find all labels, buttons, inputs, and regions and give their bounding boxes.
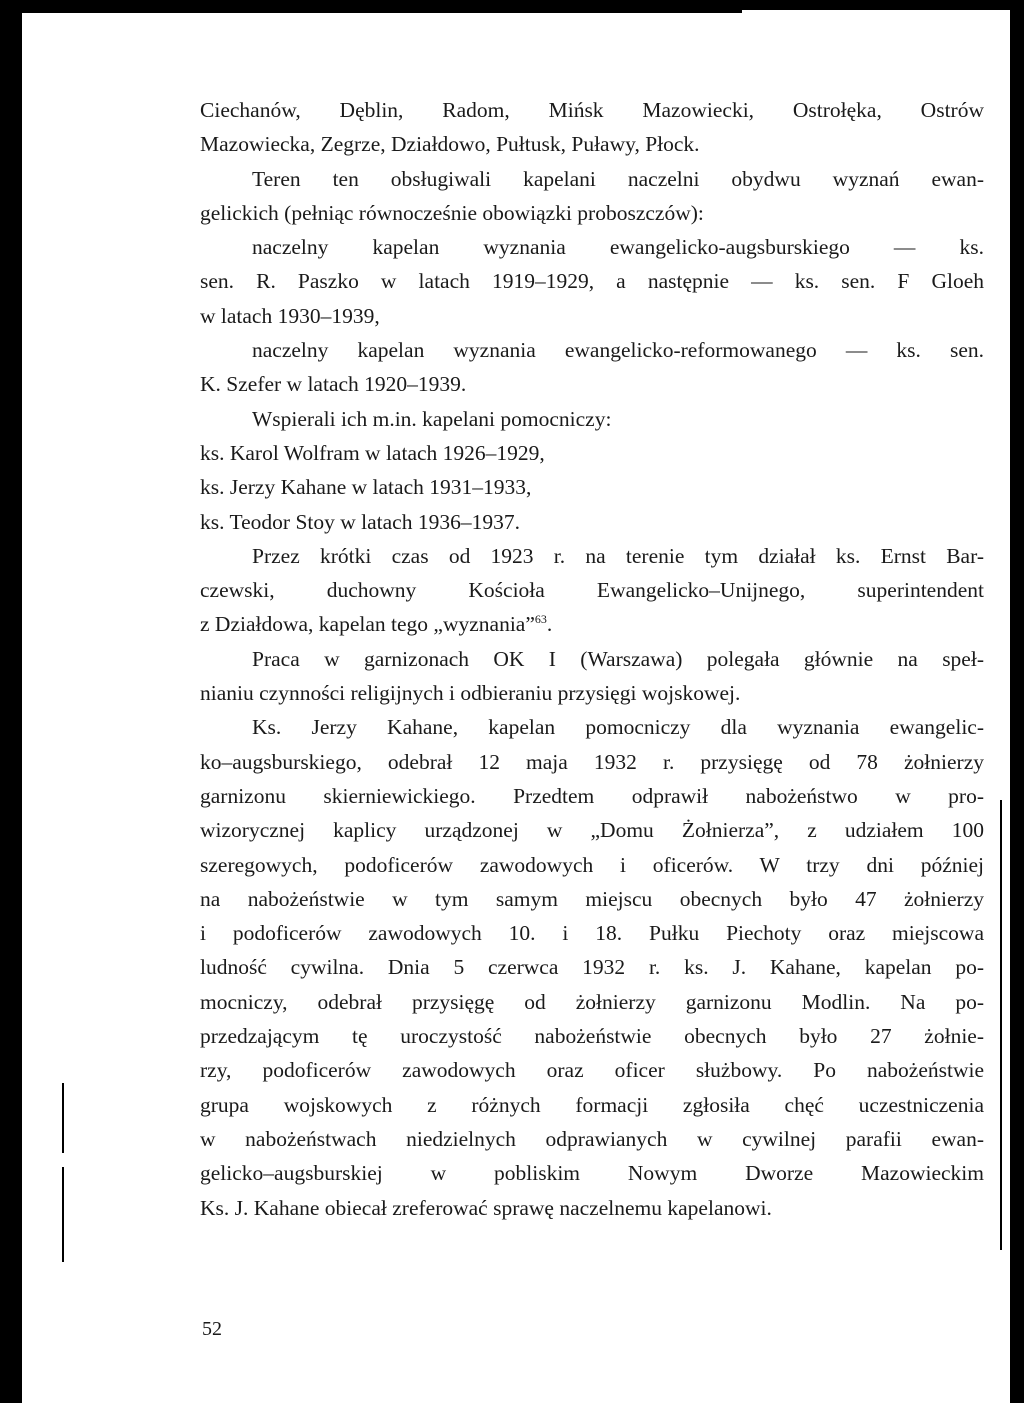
text-line: czewski, duchowny Kościoła Ewangelicko–Unijnego, superintendent [200, 578, 984, 603]
scan-top-edge [22, 10, 742, 13]
text-line: K. Szefer w latach 1920–1939. [200, 372, 467, 397]
margin-line [62, 1083, 64, 1153]
text-line: wizorycznej kaplicy urządzonej w „Domu Żołnierza”, z udziałem 100 [200, 818, 984, 843]
text-line: naczelny kapelan wyznania ewangelicko-augsburskiego — ks. [252, 235, 984, 260]
text-line: w latach 1930–1939, [200, 303, 380, 328]
text-line: na nabożeństwie w tym samym miejscu obecnych było 47 żołnierzy [200, 886, 984, 911]
text-line: Wspierali ich m.in. kapelani pomocniczy: [252, 406, 612, 431]
right-margin-line [1000, 800, 1002, 1250]
text-line: Przez krótki czas od 1923 r. na terenie tym działał ks. Ernst Bar- [252, 543, 984, 568]
text-line: Ks. J. Kahane obiecał zreferować sprawę naczelnemu kapelanowi. [200, 1195, 772, 1220]
text-line: rzy, podoficerów zawodowych oraz oficer służbowy. Po nabożeństwie [200, 1058, 984, 1083]
text-line: ko–augsburskiego, odebrał 12 maja 1932 r. przysięgę od 78 żołnierzy [200, 749, 984, 774]
page-number: 52 [202, 1318, 222, 1340]
text-line: przedzającym tę uroczystość nabożeństwie obecnych było 27 żołnie- [200, 1024, 984, 1049]
text-line: w nabożeństwach niedzielnych odprawianych w cywilnej parafii ewan- [200, 1126, 984, 1151]
text-line: gelickich (pełniąc równocześnie obowiązki proboszczów): [200, 200, 704, 225]
text-line: sen. R. Paszko w latach 1919–1929, a następnie — ks. sen. F Gloeh [200, 269, 984, 294]
text-line [200, 607, 984, 641]
text-line: mocniczy, odebrał przysięgę od żołnierzy garnizonu Modlin. Na po- [200, 989, 984, 1014]
text-line: garnizonu skierniewickiego. Przedtem odprawił nabożeństwo w pro- [200, 783, 984, 808]
text-line: ks. Karol Wolfram w latach 1926–1929, [200, 440, 545, 465]
text-line-content: z Działdowa, kapelan tego „wyznania” [200, 612, 535, 637]
footnote-ref: 63 [534, 612, 547, 627]
text-line: gelicko–augsburskiej w pobliskim Nowym Dworze Mazowieckim [200, 1161, 984, 1186]
text-line: Teren ten obsługiwali kapelani naczelni obydwu wyznań ewan- [252, 166, 984, 191]
text-line: Ks. Jerzy Kahane, kapelan pomocniczy dla wyznania ewangelic- [252, 715, 984, 740]
text-line: Mazowiecka, Zegrze, Działdowo, Pułtusk, Puławy, Płock. [200, 132, 700, 157]
body-text [200, 93, 984, 1225]
text-line: ludność cywilna. Dnia 5 czerwca 1932 r. ks. J. Kahane, kapelan po- [200, 955, 984, 980]
text-line: i podoficerów zawodowych 10. i 18. Pułku Piechoty oraz miejscowa [200, 921, 984, 946]
text-line: ks. Jerzy Kahane w latach 1931–1933, [200, 475, 532, 500]
text-line: szeregowych, podoficerów zawodowych i oficerów. W trzy dni później [200, 852, 984, 877]
text-line: naczelny kapelan wyznania ewangelicko-reformowanego — ks. sen. [252, 338, 984, 363]
text-line: Praca w garnizonach OK I (Warszawa) polegała głównie na speł- [252, 646, 984, 671]
margin-line [62, 1167, 64, 1262]
line-end-punct: . [546, 612, 553, 637]
text-line: grupa wojskowych z różnych formacji zgłosiła chęć uczestniczenia [200, 1092, 984, 1117]
text-line: ks. Teodor Stoy w latach 1936–1937. [200, 509, 520, 534]
text-line: nianiu czynności religijnych i odbieraniu przysięgi wojskowej. [200, 681, 741, 706]
text-line: Ciechanów, Dęblin, Radom, Mińsk Mazowiecki, Ostrołęka, Ostrów [200, 98, 984, 122]
